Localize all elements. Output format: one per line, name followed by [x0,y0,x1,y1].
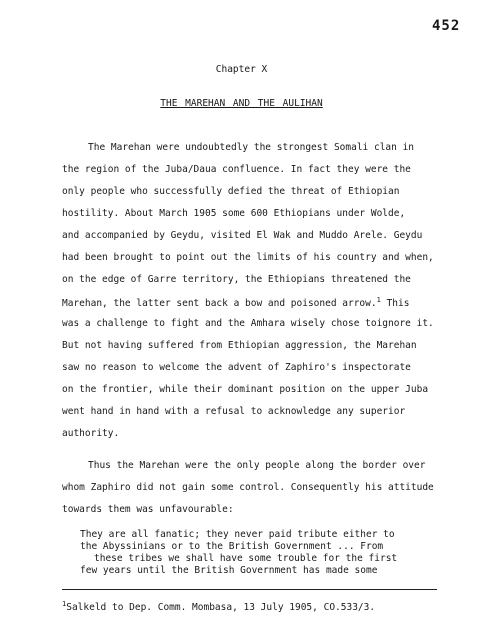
footnote-marker: 1 [376,296,381,304]
paragraph-line: had been brought to point out the limits of his country and when, [62,252,434,263]
paragraph-line: hostility. About March 1905 some 600 Ethiopians under Wolde, [62,208,406,219]
paragraph-line: saw no reason to welcome the advent of Zaphiro's inspectorate [62,362,411,373]
paragraph-line-with-footnote [62,296,409,309]
chapter-title: THE MAREHAN AND THE AULIHAN [160,98,323,109]
quote-line: They are all fanatic; they never paid tribute either to [80,529,395,540]
footnote-number: 1 [62,600,67,608]
paragraph-line: towards them was unfavourable: [62,504,234,515]
footnote-divider [62,589,437,590]
quote-line: few years until the British Government has made some [80,565,378,576]
footnote [62,600,375,613]
footnote-text: Salkeld to Dep. Comm. Mombasa, 13 July 1905, CO.533/3. [66,602,376,613]
paragraph-line: went hand in hand with a refusal to acknowledge any superior [62,406,406,417]
paragraph-line-tail: This [386,298,410,309]
chapter-heading: Chapter X [215,64,268,75]
paragraph-line: Thus the Marehan were the only people along the border over [88,460,426,471]
paragraph-line: But not having suffered from Ethiopian aggression, the Marehan [62,340,417,351]
paragraph-line: whom Zaphiro did not gain some control. Consequently his attitude [62,482,434,493]
quote-line: these tribes we shall have some trouble for the first [94,553,398,564]
paragraph-line: was a challenge to fight and the Amhara wisely chose toignore it. [62,318,434,329]
paragraph-line: on the edge of Garre territory, the Ethiopians threatened the [62,274,411,285]
quote-line: the Abyssinians or to the British Government ... From [80,541,384,552]
paragraph-line: authority. [62,428,120,439]
paragraph-line: and accompanied by Geydu, visited El Wak and Muddo Arele. Geydu [62,230,423,241]
paragraph-line: only people who successfully defied the threat of Ethiopian [62,186,400,197]
paragraph-line: the region of the Juba/Daua confluence. In fact they were the [62,164,411,175]
paragraph-line: The Marehan were undoubtedly the strongest Somali clan in [88,142,415,153]
paragraph-line: Marehan, the latter sent back a bow and poisoned arrow. [62,298,377,309]
paragraph-line: on the frontier, while their dominant position on the upper Juba [62,384,429,395]
page-number: 452 [432,18,461,34]
